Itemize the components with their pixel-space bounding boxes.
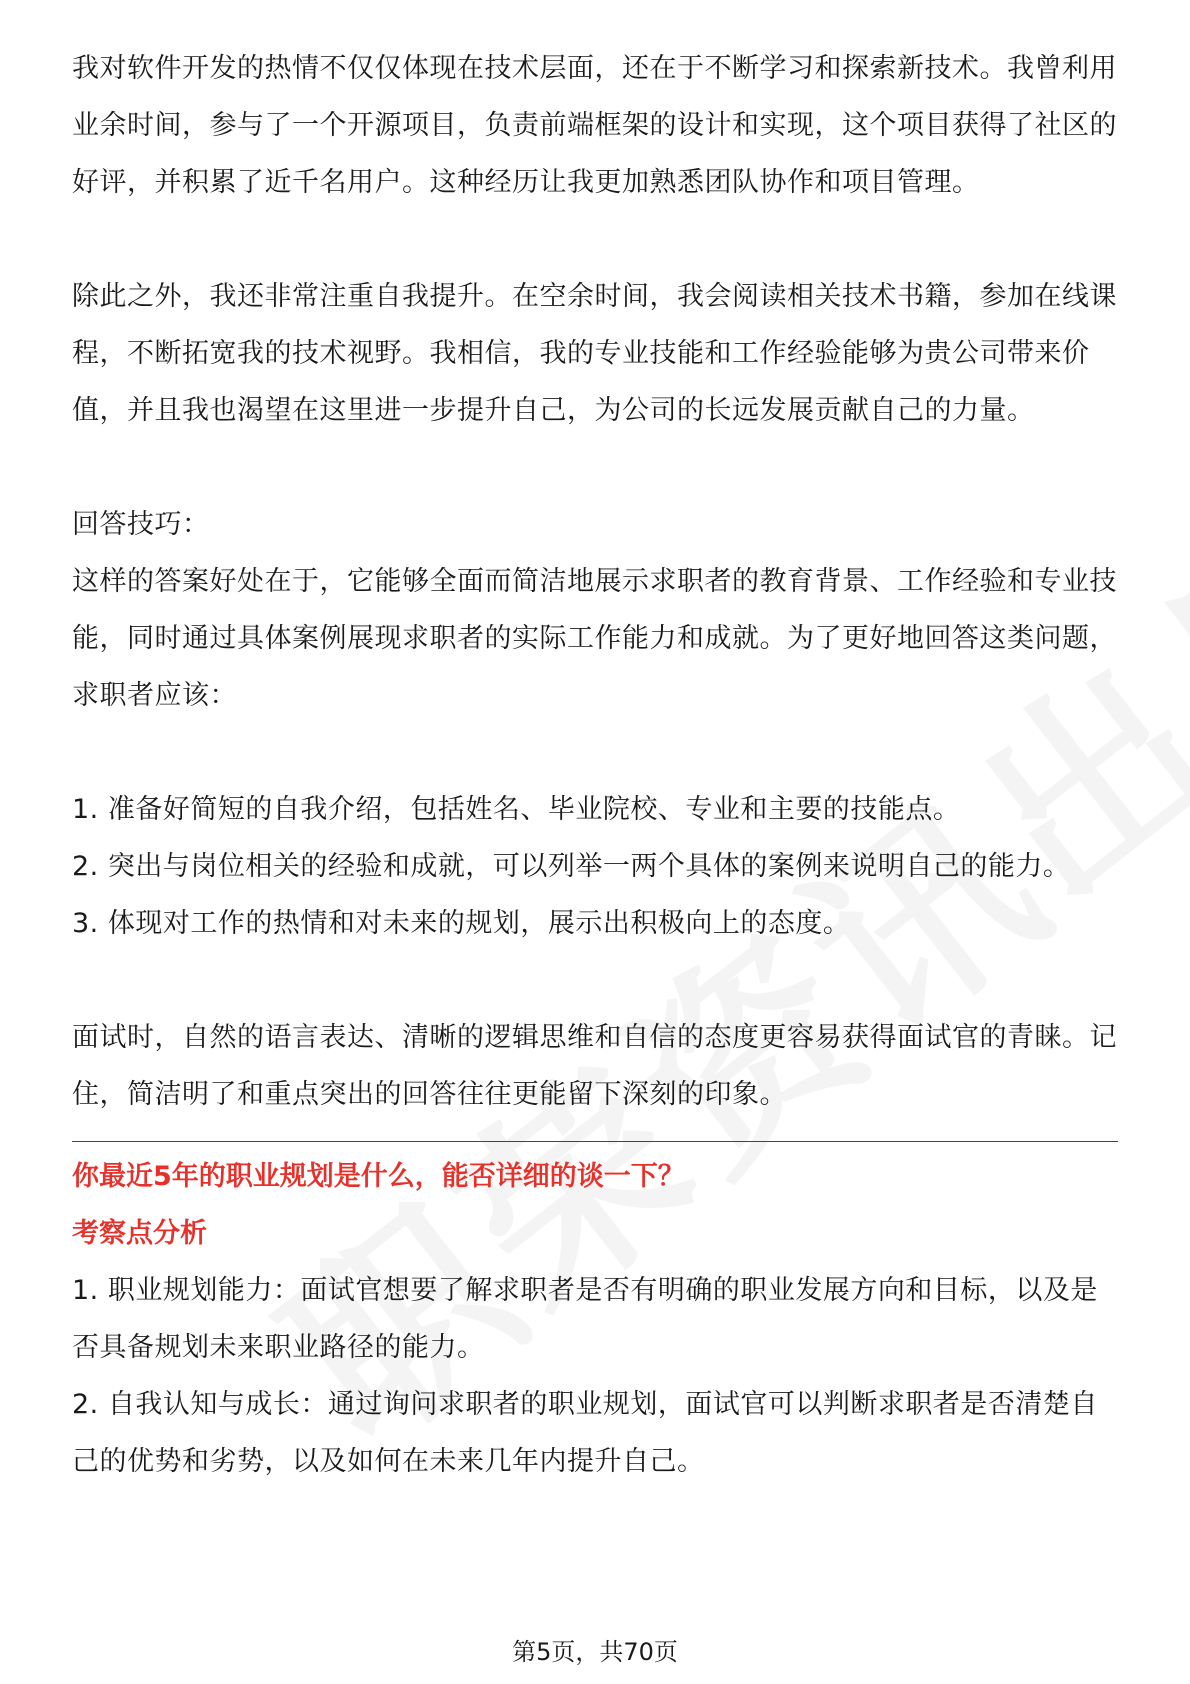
analysis-point-1: 1. 职业规划能力：面试官想要了解求职者是否有明确的职业发展方向和目标，以及是否具备规划未来职业路径的能力。 — [72, 1275, 1098, 1363]
document-page — [72, 40, 1118, 1490]
paragraph-open-source: 我对软件开发的热情不仅仅体现在技术层面，还在于不断学习和探索新技术。我曾利用业余时间，参与了一个开源项目，负责前端框架的设计和实现，这个项目获得了社区的好评，并积累了近千名用户。这种经历让我更加熟悉团队协作和项目管理。 — [72, 53, 1117, 198]
tips-intro: 这样的答案好处在于，它能够全面而简洁地展示求职者的教育背景、工作经验和专业技能，同时通过具体案例展现求职者的实际工作能力和成就。为了更好地回答这类问题，求职者应该： — [72, 566, 1117, 711]
paragraph-self-improvement: 除此之外，我还非常注重自我提升。在空余时间，我会阅读相关技术书籍，参加在线课程，不断拓宽我的技术视野。我相信，我的专业技能和工作经验能够为贵公司带来价值，并且我也渴望在这里进一步提升自己，为公司的长远发展贡献自己的力量。 — [72, 281, 1117, 426]
tips-item-2: 2. 突出与岗位相关的经验和成就，可以列举一两个具体的案例来说明自己的能力。 — [72, 851, 1071, 882]
tips-label: 回答技巧： — [72, 509, 210, 540]
tips-item-1: 1. 准备好简短的自我介绍，包括姓名、毕业院校、专业和主要的技能点。 — [72, 794, 961, 825]
question-title: 你最近5年的职业规划是什么，能否详细的谈一下？ — [72, 1161, 685, 1192]
page-number: 第5页，共70页 — [512, 1638, 678, 1666]
tips-closing: 面试时，自然的语言表达、清晰的逻辑思维和自信的态度更容易获得面试官的青睐。记住，简洁明了和重点突出的回答往往更能留下深刻的印象。 — [72, 1022, 1117, 1110]
analysis-heading: 考察点分析 — [72, 1218, 207, 1249]
section-divider — [72, 1141, 1118, 1142]
analysis-point-2: 2. 自我认知与成长：通过询问求职者的职业规划，面试官可以判断求职者是否清楚自己的优势和劣势，以及如何在未来几年内提升自己。 — [72, 1389, 1098, 1477]
tips-item-3: 3. 体现对工作的热情和对未来的规划，展示出积极向上的态度。 — [72, 908, 851, 939]
